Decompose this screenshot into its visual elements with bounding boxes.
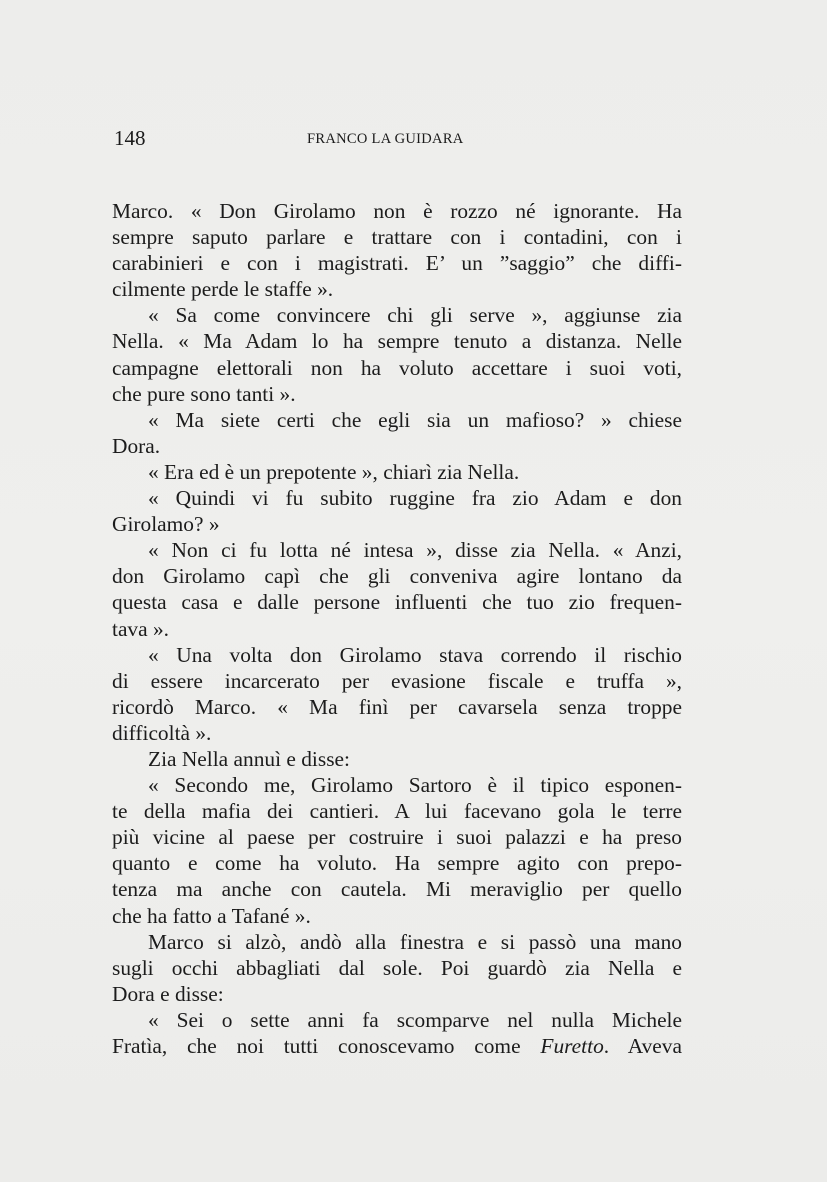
page-number: 148 — [114, 126, 146, 150]
text-segment: Fratìa, che noi tutti conoscevamo come — [112, 1034, 541, 1058]
text-line: « Ma siete certi che egli sia un mafioso? » chiese — [148, 407, 682, 432]
text-line: Marco si alzò, andò alla finestra e si passò una mano — [148, 929, 682, 954]
text-line: Girolamo? » — [112, 512, 220, 537]
text-line: di essere incarcerato per evasione fiscale e truffa », — [112, 668, 682, 693]
text-line: « Una volta don Girolamo stava correndo il rischio — [148, 642, 682, 667]
page-header — [112, 126, 682, 156]
text-line: ricordò Marco. « Ma finì per cavarsela senza troppe — [112, 694, 682, 719]
text-line: carabinieri e con i magistrati. E’ un ”saggio” che diffi- — [112, 251, 682, 276]
text-line: « Sa come convincere chi gli serve », aggiunse zia — [148, 303, 682, 328]
text-line: Nella. « Ma Adam lo ha sempre tenuto a distanza. Nelle — [112, 329, 682, 354]
text-line: Marco. « Don Girolamo non è rozzo né ignorante. Ha — [112, 199, 682, 223]
text-line: quanto e come ha voluto. Ha sempre agito con prepo- — [112, 851, 682, 876]
text-line: Dora e disse: — [112, 981, 224, 1006]
text-line: Zia Nella annuì e disse: — [148, 746, 350, 771]
text-line: « Quindi vi fu subito ruggine fra zio Adam e don — [148, 486, 682, 511]
text-line: difficoltà ». — [112, 720, 212, 745]
text-line: che ha fatto a Tafané ». — [112, 903, 311, 928]
text-line — [112, 1033, 682, 1059]
text-line: Dora. — [112, 433, 161, 458]
text-line: più vicine al paese per costruire i suoi palazzi e ha preso — [112, 825, 682, 850]
text-line: campagne elettorali non ha voluto accettare i suoi voti, — [112, 355, 682, 380]
text-line: « Non ci fu lotta né intesa », disse zia Nella. « Anzi, — [148, 538, 682, 563]
text-segment: . Aveva — [603, 1034, 682, 1058]
text-line: « Era ed è un prepotente », chiarì zia Nella. — [148, 459, 520, 484]
text-line: « Sei o sette anni fa scomparve nel nulla Michele — [148, 1007, 682, 1032]
text-line: sempre saputo parlare e trattare con i contadini, con i — [112, 225, 682, 250]
italic-nickname: Furetto — [540, 1034, 604, 1058]
text-line: tava ». — [112, 616, 170, 641]
text-line: cilmente perde le staffe ». — [112, 277, 334, 302]
body-text — [112, 198, 682, 1059]
text-line: questa casa e dalle persone influenti che tuo zio frequen- — [112, 590, 682, 615]
text-line: tenza ma anche con cautela. Mi meraviglio per quello — [112, 877, 682, 902]
text-line: « Secondo me, Girolamo Sartoro è il tipico esponen- — [148, 773, 682, 798]
text-line: te della mafia dei cantieri. A lui facevano gola le terre — [112, 799, 682, 824]
text-line: don Girolamo capì che gli conveniva agire lontano da — [112, 564, 682, 589]
text-line: che pure sono tanti ». — [112, 381, 296, 406]
running-head: FRANCO LA GUIDARA — [307, 131, 464, 147]
text-line: sugli occhi abbagliati dal sole. Poi guardò zia Nella e — [112, 955, 682, 980]
